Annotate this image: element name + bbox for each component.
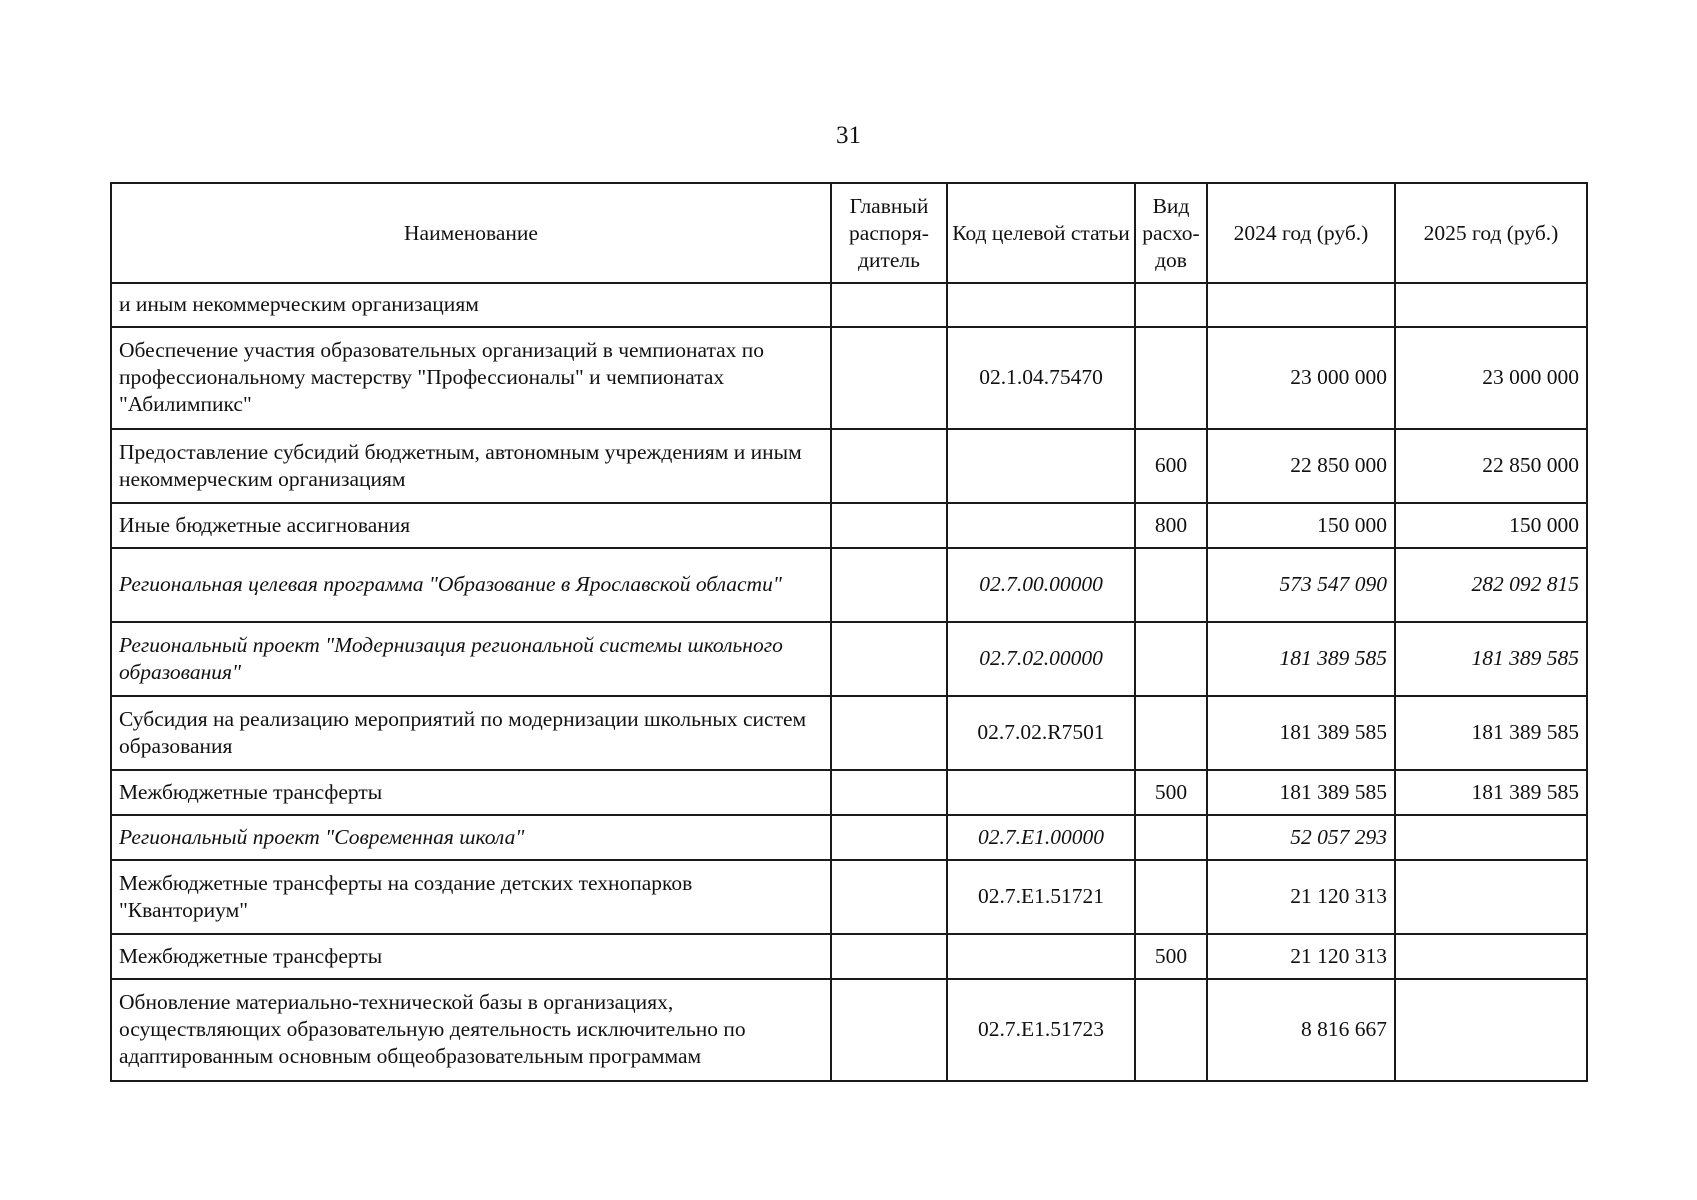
table-row — [111, 327, 1587, 429]
row-admin — [831, 503, 947, 548]
row-2025 — [1395, 815, 1587, 860]
row-kind — [1135, 860, 1207, 934]
row-name: Субсидия на реализацию мероприятий по модернизации школьных систем образования — [111, 696, 831, 770]
budget-table — [110, 182, 1588, 1082]
row-2025 — [1395, 979, 1587, 1081]
row-kind: 800 — [1135, 503, 1207, 548]
row-admin — [831, 622, 947, 696]
row-name: Предоставление субсидий бюджетным, автономным учреждениям и иным некоммерческим организациям — [111, 429, 831, 503]
table-row — [111, 622, 1587, 696]
row-code: 02.7.02.00000 — [947, 622, 1135, 696]
row-kind — [1135, 548, 1207, 622]
table-row — [111, 934, 1587, 979]
row-2024: 8 816 667 — [1207, 979, 1395, 1081]
row-2024: 22 850 000 — [1207, 429, 1395, 503]
row-2024 — [1207, 283, 1395, 327]
table-row — [111, 548, 1587, 622]
header-2024: 2024 год (руб.) — [1207, 183, 1395, 283]
row-name: Обеспечение участия образовательных организаций в чемпионатах по профессиональному мастерству "Профессионалы" и чемпионатах "Абилимпикс" — [111, 327, 831, 429]
row-kind: 500 — [1135, 934, 1207, 979]
header-name: Наименование — [111, 183, 831, 283]
row-name: Иные бюджетные ассигнования — [111, 503, 831, 548]
row-2024: 52 057 293 — [1207, 815, 1395, 860]
row-admin — [831, 696, 947, 770]
row-name: Межбюджетные трансферты — [111, 770, 831, 815]
row-code: 02.1.04.75470 — [947, 327, 1135, 429]
table-row — [111, 696, 1587, 770]
row-name: Региональная целевая программа "Образование в Ярославской области" — [111, 548, 831, 622]
row-admin — [831, 429, 947, 503]
row-kind — [1135, 979, 1207, 1081]
table-row — [111, 770, 1587, 815]
row-code: 02.7.E1.51721 — [947, 860, 1135, 934]
row-code — [947, 283, 1135, 327]
header-admin: Главный распоря-дитель — [831, 183, 947, 283]
row-2024: 181 389 585 — [1207, 622, 1395, 696]
row-code — [947, 934, 1135, 979]
header-kind: Вид расхо-дов — [1135, 183, 1207, 283]
row-kind: 500 — [1135, 770, 1207, 815]
row-2025: 181 389 585 — [1395, 770, 1587, 815]
page-number: 31 — [836, 122, 861, 149]
header-code: Код целевой статьи — [947, 183, 1135, 283]
row-name: Межбюджетные трансферты на создание детских технопарков "Кванториум" — [111, 860, 831, 934]
row-admin — [831, 548, 947, 622]
row-code: 02.7.E1.00000 — [947, 815, 1135, 860]
row-code — [947, 503, 1135, 548]
table-header-row — [111, 183, 1587, 283]
row-name: Региональный проект "Модернизация региональной системы школьного образования" — [111, 622, 831, 696]
row-2024: 21 120 313 — [1207, 860, 1395, 934]
row-kind — [1135, 696, 1207, 770]
row-kind — [1135, 815, 1207, 860]
row-code: 02.7.00.00000 — [947, 548, 1135, 622]
row-name: Межбюджетные трансферты — [111, 934, 831, 979]
table-row — [111, 815, 1587, 860]
row-2024: 573 547 090 — [1207, 548, 1395, 622]
row-kind — [1135, 622, 1207, 696]
row-2024: 181 389 585 — [1207, 696, 1395, 770]
row-code — [947, 429, 1135, 503]
table-row — [111, 503, 1587, 548]
row-2024: 21 120 313 — [1207, 934, 1395, 979]
row-admin — [831, 860, 947, 934]
row-name: Региональный проект "Современная школа" — [111, 815, 831, 860]
row-admin — [831, 934, 947, 979]
row-name: Обновление материально-технической базы в организациях, осуществляющих образовательную деятельность исключительно по адаптированным основным общеобразовательным программам — [111, 979, 831, 1081]
row-2024: 150 000 — [1207, 503, 1395, 548]
row-admin — [831, 815, 947, 860]
table-row — [111, 283, 1587, 327]
row-kind: 600 — [1135, 429, 1207, 503]
row-2025: 150 000 — [1395, 503, 1587, 548]
row-2025 — [1395, 934, 1587, 979]
table-row — [111, 429, 1587, 503]
row-admin — [831, 979, 947, 1081]
row-code — [947, 770, 1135, 815]
row-2025: 22 850 000 — [1395, 429, 1587, 503]
row-2025 — [1395, 860, 1587, 934]
table-row — [111, 979, 1587, 1081]
row-2025 — [1395, 283, 1587, 327]
row-admin — [831, 283, 947, 327]
row-code: 02.7.E1.51723 — [947, 979, 1135, 1081]
row-admin — [831, 770, 947, 815]
row-2024: 23 000 000 — [1207, 327, 1395, 429]
row-name: и иным некоммерческим организациям — [111, 283, 831, 327]
row-kind — [1135, 327, 1207, 429]
row-2025: 181 389 585 — [1395, 696, 1587, 770]
header-2025: 2025 год (руб.) — [1395, 183, 1587, 283]
row-kind — [1135, 283, 1207, 327]
row-code: 02.7.02.R7501 — [947, 696, 1135, 770]
table-row — [111, 860, 1587, 934]
row-admin — [831, 327, 947, 429]
row-2025: 282 092 815 — [1395, 548, 1587, 622]
row-2024: 181 389 585 — [1207, 770, 1395, 815]
row-2025: 181 389 585 — [1395, 622, 1587, 696]
row-2025: 23 000 000 — [1395, 327, 1587, 429]
